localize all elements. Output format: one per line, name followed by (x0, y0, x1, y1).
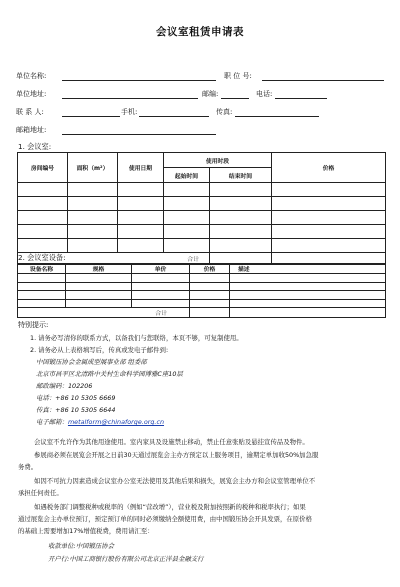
payee-label: 收款单位: (48, 542, 76, 550)
zip-line (36, 381, 92, 390)
postcode-field[interactable] (221, 98, 249, 99)
mobile-field[interactable] (139, 116, 209, 117)
col-end-time: 结束时间 (210, 168, 272, 183)
unit-address-field[interactable] (62, 98, 198, 99)
note-2: 2. 请务必从上表格填写后，传真或发电子邮件到: (30, 346, 169, 354)
phone-label: 电话: (256, 90, 273, 98)
para-tax-1: 如遇税务部门调整税种或税率的（例如“营改增”），营业税及附加按照新的税种和税率执行；如果 (34, 503, 306, 511)
para-usage: 会议室不允许作为其他用途使用。室内家具及设施禁止移动，禁止任意张贴及悬挂宣传品及物件。 (34, 438, 309, 446)
payee-value: 中国锻压协会 (75, 542, 115, 550)
row-email (16, 125, 386, 137)
col-device-name: 设备名称 (18, 264, 66, 274)
payee-line (48, 541, 114, 550)
email-label: 邮箱地址: (16, 126, 47, 134)
col-price: 价格 (190, 264, 230, 274)
email-link[interactable]: metalform@chinaforge.org.cn (67, 418, 165, 426)
fax-label: 传真： (36, 406, 56, 414)
table-row (18, 282, 386, 291)
row-unit-name (16, 71, 386, 83)
bank-label: 开户行: (48, 555, 70, 563)
row-address (16, 89, 386, 101)
table-row (18, 274, 386, 283)
contact-field[interactable] (62, 116, 120, 117)
para-force-2: 承担任何责任。 (18, 489, 63, 497)
col-use-date: 使用日期 (118, 153, 164, 183)
table-row (18, 197, 386, 211)
zip-value: 102206 (67, 382, 93, 390)
col-area: 面积（m²） (68, 153, 118, 183)
notes-heading: 特别提示: (18, 321, 49, 329)
postcode-label: 邮编: (202, 90, 219, 98)
tel-value: +86 10 5305 6669 (55, 394, 116, 402)
meeting-room-table (17, 152, 386, 265)
total-label: 合计 (18, 253, 210, 265)
contact-label: 联 系 人: (16, 108, 44, 116)
table-row (18, 211, 386, 225)
email-field[interactable] (62, 134, 216, 135)
table-row (18, 225, 386, 239)
zip-label: 邮政编码： (36, 382, 68, 390)
position-field[interactable] (262, 80, 384, 81)
org-address: 北京市昌平区北清路中关村生命科学园博雅C座10层 (36, 370, 183, 378)
col-room-no: 房间编号 (18, 153, 68, 183)
bank-value: 中国工商银行股份有限公司北京正洋县金融支行 (69, 555, 204, 563)
table-total-row (18, 308, 386, 318)
para-force-1: 如因不可抗力因素造成会议室办公室无法使用及其他后果和损失，展览会主办方和会议室管理单位不 (34, 477, 316, 485)
para-tax-2: 通过展览会主办单位预订，预定预订单的同时必须缴纳全额使用费，由中国锻压协会开具发票，在原价格 (18, 515, 312, 523)
unit-address-label: 单位地址: (16, 90, 47, 98)
fax-field[interactable] (235, 116, 319, 117)
para-tax-3: 的基础上需要增加17%增值税费，费用请汇至： (18, 527, 154, 535)
col-price: 价格 (272, 153, 386, 183)
col-spec: 规格 (66, 264, 132, 274)
email-line (36, 417, 164, 426)
phone-field[interactable] (275, 98, 327, 99)
fax-label: 传真: (216, 108, 233, 116)
section2-heading: 2. 会议室设备: (18, 253, 66, 262)
position-label: 职 位 号: (224, 72, 252, 80)
total-label: 合计 (18, 308, 190, 318)
table-row (18, 183, 386, 197)
fax-line (36, 405, 115, 414)
mobile-label: 手机: (121, 108, 138, 116)
unit-name-label: 单位名称: (16, 72, 47, 80)
col-start-time: 起始时间 (164, 168, 210, 183)
unit-name-field[interactable] (62, 80, 216, 81)
para-deadline-1: 参展商必须在展览会开展之日前30天通过展览会主办方预定以上服务项目，逾期定单加收50%加急服 (34, 451, 319, 459)
bank-line (48, 554, 204, 563)
col-use-period: 使用时段 (164, 153, 272, 168)
table-row (18, 291, 386, 300)
tel-label: 电话： (36, 394, 56, 402)
equipment-table (17, 263, 386, 318)
para-deadline-2: 务费。 (18, 463, 38, 471)
col-description: 描述 (230, 264, 386, 274)
email-label: 电子邮箱： (36, 418, 68, 426)
row-contact (16, 107, 386, 119)
note-1: 1. 请务必写清你的联系方式，以备我们与您联络，本页不够，可复制使用。 (30, 334, 243, 342)
col-unit-price: 单价 (132, 264, 190, 274)
section1-heading: 1. 会议室: (18, 142, 52, 151)
tel-line (36, 393, 115, 402)
org-name: 中国锻压协会金属成型展事业部 组委部 (36, 358, 147, 366)
fax-value: +86 10 5305 6644 (55, 406, 116, 414)
table-row (18, 299, 386, 308)
page-title: 会议室租赁申请表 (156, 26, 244, 38)
table-row (18, 239, 386, 253)
